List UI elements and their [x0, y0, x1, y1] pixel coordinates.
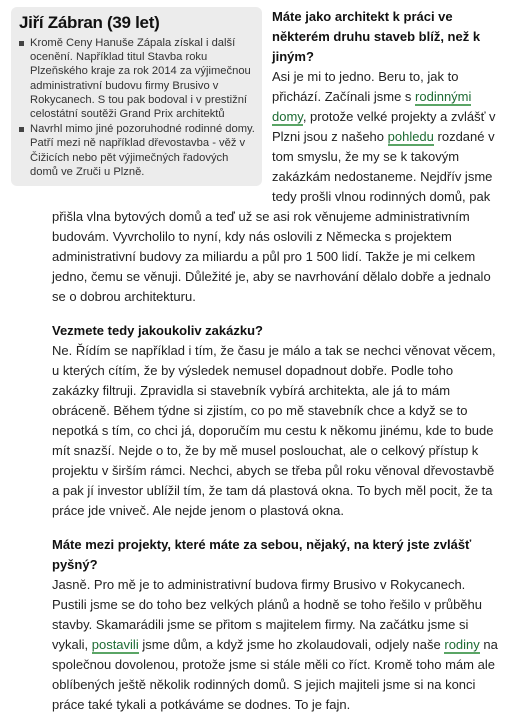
answer-text: Jasně. Pro mě je to administrativní budova firmy Brusivo v Rokycanech. Pustili jsme se do toho bez velkých plánů a hodně se toho řešilo v průběhu stavby. Skamarádili jsme se přitom s majitelem firmy. Na začátku jsme si vykali,	[52, 577, 482, 652]
profile-list-item	[19, 122, 257, 179]
question-heading: Máte mezi projekty, které máte za sebou, nějaký, na který jste zvlášť pyšný?	[52, 537, 472, 572]
profile-list-item-text: Navrhl mimo jiné pozoruhodné rodinné domy. Patří mezi ně například dřevostavba - věž v Čižicích nebo pět výjimečných řadových domů ve Zruči u Plzně.	[30, 123, 255, 178]
answer-text: na společnou dovolenou, protože jsme si stále měli co říct. Kromě toho mám ale oblíbených ještě několik rodinných domů. S jejich majiteli jsme si na konci práce také tykali a potkáváme se dodnes. To je fajn.	[52, 637, 498, 712]
profile-box	[11, 7, 262, 186]
keyword-link[interactable]: postavili	[91, 637, 139, 652]
keyword-link[interactable]: rodinnými domy	[272, 89, 472, 124]
profile-list-item	[19, 36, 257, 121]
keyword-link[interactable]: rodiny	[444, 637, 480, 652]
question-heading: Vezmete tedy jakoukoliv zakázku?	[52, 323, 263, 338]
answer-text: , protože velké projekty a zvlášť v Plzni jsou z našeho	[272, 109, 496, 144]
paragraph-gap	[52, 521, 501, 535]
profile-title: Jiří Zábran (39 let)	[19, 13, 160, 32]
profile-list-item-text: Kromě Ceny Hanuše Zápala získal i další ocenění. Například titul Stavba roku Plzeňského kraje za rok 2014 za výjimečnou administrativní budovu firmy Brusivo v Rokycanech. S tou pak bodoval i v prestižní celostátní soutěži Grand Prix architektů	[30, 37, 251, 121]
paragraph-gap	[52, 307, 501, 321]
square-bullet-icon	[19, 127, 24, 132]
profile-list	[19, 36, 257, 179]
answer-text: rozdané v tom smyslu, že my se k takovým zakázkám nedostaneme. Nejdřív jsme tedy prošli vlnou rodinných domů, pak přišla vlna bytových domů a teď už se asi rok věnujeme administrativním budovám. Vyvrcholilo to nyní, kdy nás oslovili z Německa s projektem administrativní budovy za miliardu a půl pro 1 500 lidí. Takže je mi celkem jedno, čemu se věnuji. Důležité je, aby se navrhování dělalo dobře a jednalo se o dobrou architekturu.	[52, 129, 495, 304]
answer-text: Asi je mi to jedno. Beru to, jak to přichází. Začínali jsme s	[272, 69, 459, 104]
answer-text: jsme dům, a když jsme ho zkolaudovali, odjely naše	[138, 637, 445, 652]
answer-paragraph	[52, 575, 501, 715]
keyword-link[interactable]: pohledu	[387, 129, 434, 144]
question-heading: Máte jako architekt k práci ve některém druhu staveb blíž, než k jiným?	[272, 9, 481, 64]
square-bullet-icon	[19, 41, 24, 46]
answer-paragraph: Ne. Řídím se například i tím, že času je málo a tak se nechci věnovat věcem, u kterých cítím, že by výsledek nemusel dopadnout dobře. Podle toho zakázky filtruji. Zpravidla si stavebník vybírá architekta, ale já to mám obráceně. Během týdne si zjistím, co po mě stavebník chce a když se to nepotká s tím, co chci já, doporučím mu cestu k někomu jinému, kde to bude mít snazší. Nejde o to, že by mě musel poslouchat, ale o celkový přístup k projektu v širším rámci. Nechci, abych se třeba půl roku věnoval dřevostavbě a pak jí investor ublížil tím, že tam dá plastová okna. To bych měl pocit, že ta práce jde vniveč. Ale nejde jenom o plastová okna.	[52, 343, 496, 518]
